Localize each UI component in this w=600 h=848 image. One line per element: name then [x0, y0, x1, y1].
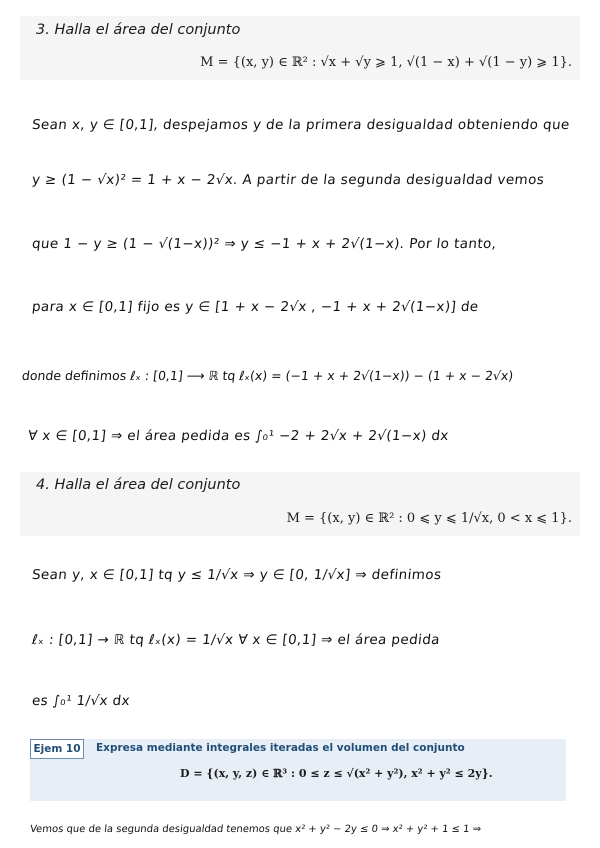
handwritten-line: donde definimos ℓₓ : [0,1] ⟶ ℝ tq ℓₓ(x) = (−1 + x + 2√(1−x)) − (1 + x − 2√x)	[21, 368, 515, 383]
handwritten-line: Vemos que de la segunda desigualdad tenemos que x² + y² − 2y ≤ 0 ⇒ x² + y² + 1 ≤ 1 ⇒	[29, 824, 482, 835]
handwritten-line: ℓₓ : [0,1] → ℝ tq ℓₓ(x) = 1/√x ∀ x ∈ [0,1] ⇒ el área pedida	[31, 632, 441, 648]
example-statement: Expresa mediante integrales iteradas el volumen del conjunto	[96, 742, 465, 754]
handwritten-line: y ≥ (1 − √x)² = 1 + x − 2√x. A partir de la segunda desigualdad vemos	[31, 172, 546, 188]
problem-4-formula: M = {(x, y) ∈ ℝ² : 0 ⩽ y ⩽ 1/√x, 0 < x ⩽ 1}.	[286, 511, 572, 526]
problem-3-formula: M = {(x, y) ∈ ℝ² : √x + √y ⩾ 1, √(1 − x) + √(1 − y) ⩾ 1}.	[200, 55, 572, 70]
handwritten-line: es ∫₀¹ 1/√x dx	[31, 693, 131, 709]
example-formula: D = {(x, y, z) ∈ ℝ³ : 0 ≤ z ≤ √(x² + y²), x² + y² ≤ 2y}.	[180, 767, 493, 780]
handwritten-line: para x ∈ [0,1] fijo es y ∈ [1 + x − 2√x , −1 + x + 2√(1−x)] de	[31, 299, 480, 315]
handwritten-line: Sean x, y ∈ [0,1], despejamos y de la primera desigualdad obteniendo que	[31, 117, 571, 133]
problem-4-box	[20, 472, 580, 536]
problem-3-title: 3. Halla el área del conjunto	[36, 22, 241, 38]
example-tag: Ejem 10	[30, 739, 84, 759]
problem-3-box	[20, 16, 580, 80]
handwritten-line: Sean y, x ∈ [0,1] tq y ≤ 1/√x ⇒ y ∈ [0, 1/√x] ⇒ definimos	[31, 567, 443, 583]
example-10-box	[30, 739, 566, 801]
handwritten-line: ∀ x ∈ [0,1] ⇒ el área pedida es ∫₀¹ −2 + 2√x + 2√(1−x) dx	[27, 428, 450, 444]
handwritten-line: que 1 − y ≥ (1 − √(1−x))² ⇒ y ≤ −1 + x + 2√(1−x). Por lo tanto,	[31, 236, 498, 252]
problem-4-title: 4. Halla el área del conjunto	[36, 477, 241, 493]
